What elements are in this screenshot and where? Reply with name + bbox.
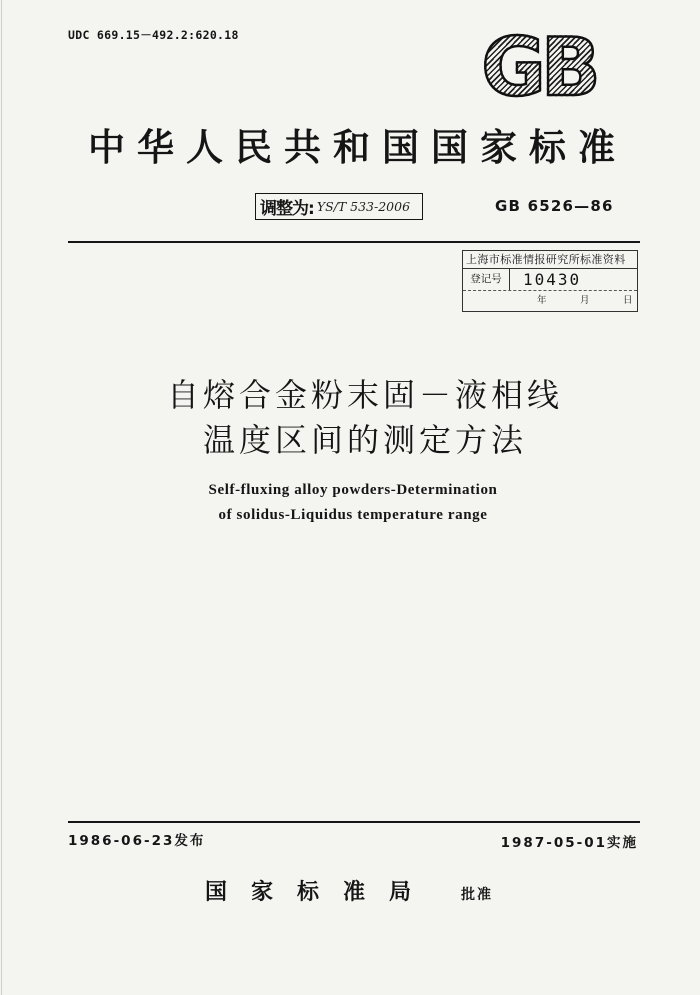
adjustment-box xyxy=(255,193,423,220)
stamp-month: 月 xyxy=(580,295,590,306)
stamp-registration-row xyxy=(463,269,637,291)
stamp-year: 年 xyxy=(537,295,547,306)
footer-rule xyxy=(68,821,640,823)
scan-edge xyxy=(1,0,2,995)
adjustment-handwritten: YS/T 533-2006 xyxy=(316,199,411,214)
stamp-date-row xyxy=(463,290,637,311)
chinese-title-line2: 温度区间的测定方法 xyxy=(202,421,527,459)
english-title-line2: of solidus-Liquidus temperature range xyxy=(218,507,488,523)
stamp-registration-number: 10430 xyxy=(523,270,582,289)
approval-action: 批准 xyxy=(461,887,493,903)
stamp-day: 日 xyxy=(623,295,633,306)
standard-number: GB 6526—86 xyxy=(495,197,614,215)
udc-code: UDC 669.15－492.2:620.18 xyxy=(68,28,239,42)
approving-authority: 国家标准局 xyxy=(205,880,436,905)
effective-date: 1987-05-01实施 xyxy=(500,835,638,851)
stamp-institution: 上海市标准情报研究所标准资料 xyxy=(463,251,637,269)
english-title-line1: Self-fluxing alloy powders-Determination xyxy=(208,482,498,498)
stamp-registration-label: 登记号 xyxy=(463,269,510,290)
gb-logo: GB xyxy=(481,30,618,106)
registration-stamp xyxy=(462,250,638,312)
standard-category-title: 中华人民共和国国家标准 xyxy=(88,126,627,169)
adjustment-label: 调整为: xyxy=(260,199,314,219)
chinese-title-line1: 自熔合金粉末固－液相线 xyxy=(166,376,563,414)
issue-date: 1986-06-23发布 xyxy=(68,833,206,849)
header-rule xyxy=(68,241,640,243)
